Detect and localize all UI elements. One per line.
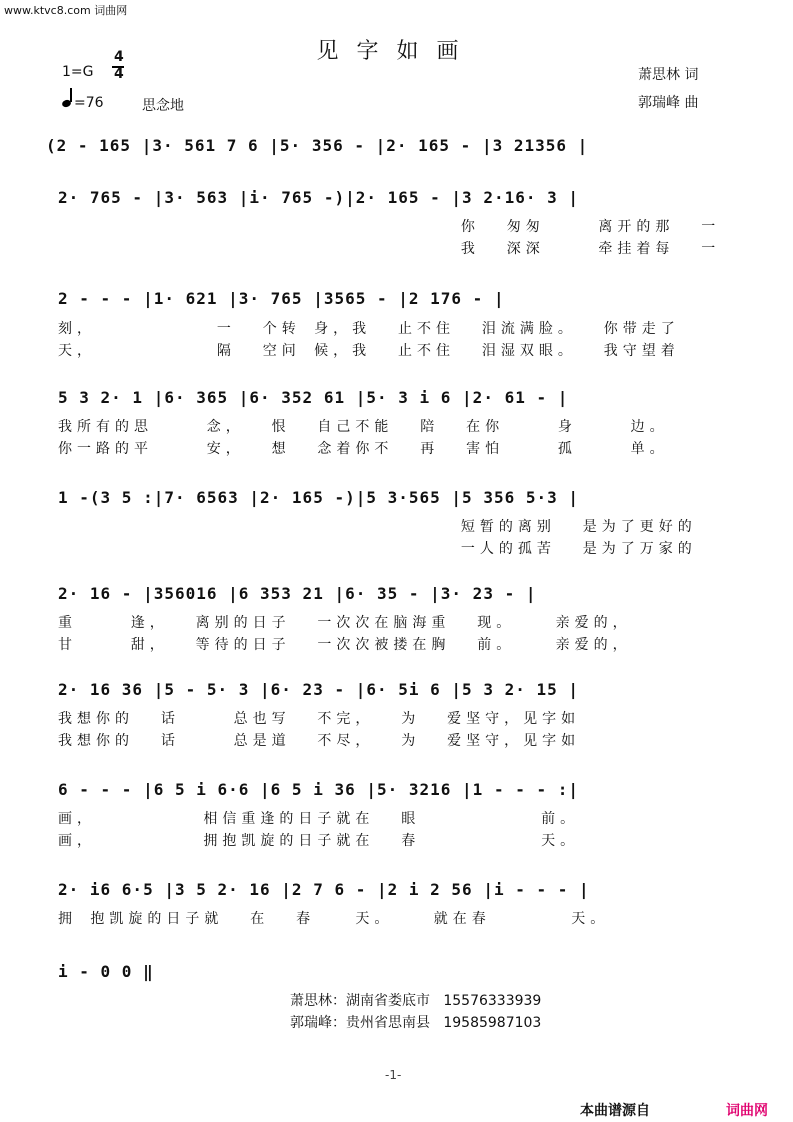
- song-title: 见字如画: [316, 39, 477, 64]
- key-signature: 1=G: [62, 64, 94, 80]
- mood-marking: 思念地: [142, 98, 184, 114]
- lyric-line-6a: 重 逢， 离别的日子 一次次在脑海重 现。 亲爱的，: [58, 615, 632, 631]
- lyric-line-6b: 甘 甜， 等待的日子 一次次被搂在胸 前。 亲爱的，: [58, 637, 632, 653]
- lyric-line-3a: 刻， 一 个转 身，我 止不住 泪流满脸。 你带走了: [58, 321, 680, 337]
- tempo-marking: =76: [74, 95, 104, 111]
- lyric-line-2b: 我 深深 牵挂着每 一: [58, 241, 721, 257]
- score-line-2: 2· 765 - |3· 563 |i· 765 -)|2· 165 - |3 2·16· 3 |: [58, 188, 580, 207]
- page-number: -1-: [385, 1068, 402, 1082]
- footer-brand-logo: 词曲网: [726, 1103, 768, 1119]
- lyricist-credit: 萧思林 词: [638, 67, 699, 83]
- score-line-9: 2· i6 6·5 |3 5 2· 16 |2 7 6 - |2 i 2 56 |i - - - |: [58, 880, 590, 899]
- contact-lyricist: 萧思林：湖南省娄底市 15576333939: [290, 993, 542, 1009]
- score-line-3: 2 - - - |1· 621 |3· 765 |3565 - |2 176 - |: [58, 289, 505, 308]
- composer-credit: 郭瑞峰 曲: [638, 95, 699, 111]
- score-line-10: i - 0 0 ‖: [58, 962, 154, 981]
- lyric-line-3b: 天， 隔 空问 候，我 止不住 泪湿双眼。 我守望着: [58, 343, 680, 359]
- time-signature-bottom: 4: [114, 66, 124, 82]
- score-line-4: 5 3 2· 1 |6· 365 |6· 352 61 |5· 3 i 6 |2· 61 - |: [58, 388, 569, 407]
- score-line-8: 6 - - - |6 5 i 6·6 |6 5 i 36 |5· 3216 |1 - - - :|: [58, 780, 580, 799]
- lyric-line-5a: 短暂的离别 是为了更好的: [58, 519, 697, 535]
- lyric-line-2a: 你 匆匆 离开的那 一: [58, 219, 721, 235]
- lyric-line-8a: 画， 相信重逢的日子就在 眼 前。: [58, 811, 580, 827]
- lyric-line-4b: 你一路的平 安， 想 念着你不 再 害怕 孤 单。: [58, 441, 669, 457]
- score-line-6: 2· 16 - |356016 |6 353 21 |6· 35 - |3· 23 - |: [58, 584, 537, 603]
- site-watermark: www.ktvc8.com 词曲网: [4, 4, 128, 17]
- lyric-line-8b: 画， 拥抱凯旋的日子就在 春 天。: [58, 833, 580, 849]
- score-line-5: 1 -(3 5 :|7· 6563 |2· 165 -)|5 3·565 |5 356 5·3 |: [58, 488, 580, 507]
- lyric-line-5b: 一人的孤苦 是为了万家的: [58, 541, 697, 557]
- footer-source-text: 本曲谱源自: [580, 1103, 650, 1119]
- score-line-7: 2· 16 36 |5 - 5· 3 |6· 23 - |6· 5i 6 |5 3 2· 15 |: [58, 680, 580, 699]
- lyric-line-9a: 拥 抱凯旋的日子就 在 春 天。 就在春 天。: [58, 911, 610, 927]
- lyric-line-7a: 我想你的 话 总也写 不完， 为 爱坚守，见字如: [58, 711, 581, 727]
- lyric-line-4a: 我所有的思 念， 恨 自己不能 陪 在你 身 边。: [58, 419, 669, 435]
- time-signature-top: 4: [114, 49, 124, 65]
- contact-composer: 郭瑞峰：贵州省思南县 19585987103: [290, 1015, 542, 1031]
- lyric-line-7b: 我想你的 话 总是道 不尽， 为 爱坚守，见字如: [58, 733, 581, 749]
- score-line-1: (2 - 165 |3· 561 7 6 |5· 356 - |2· 165 - |3 21356 |: [46, 136, 589, 155]
